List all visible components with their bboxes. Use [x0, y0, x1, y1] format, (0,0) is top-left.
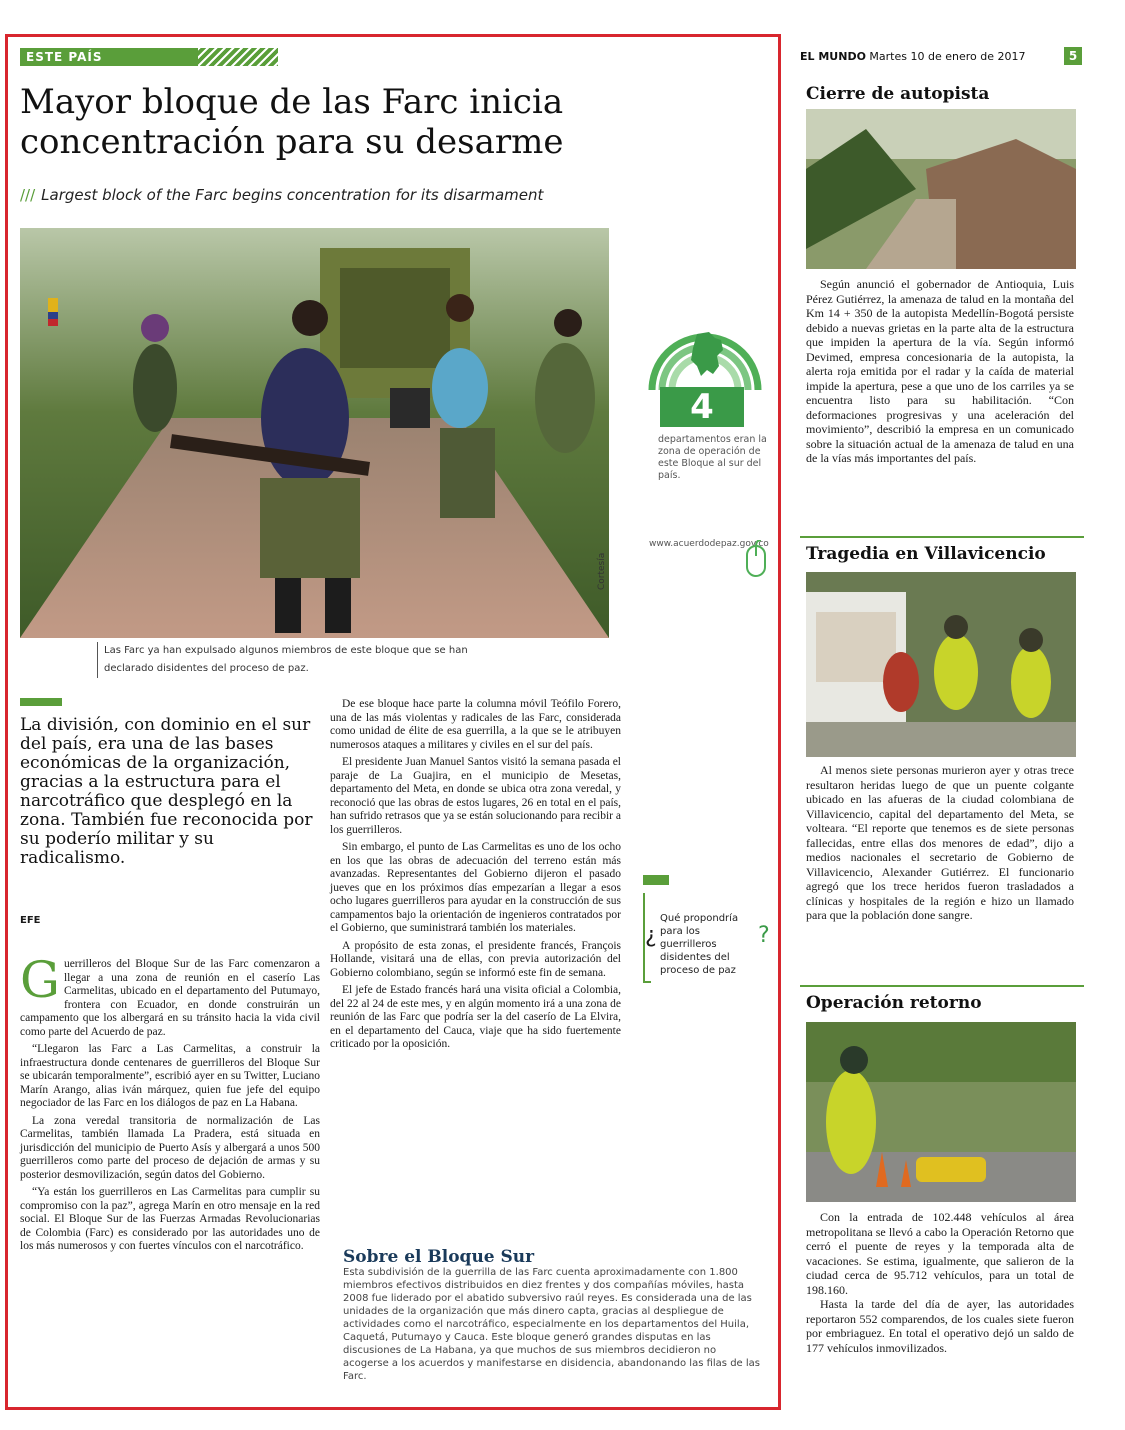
paragraph: De ese bloque hace parte la columna móvil Teófilo Forero, una de las más violentas y radicales de las Farc, considerada como unidad de élite de esa guerrilla, a la que se le atribuyen numerosos ataques a militares y civiles en el sur del país. — [330, 698, 621, 751]
sidebox-title: Sobre el Bloque Sur — [343, 1247, 535, 1267]
sidebar-title-retorno: Operación retorno — [806, 993, 982, 1013]
paragraph: Con la entrada de 102.448 vehículos al área metropolitana se llevó a cabo la Operación Retorno que cerró el puente de reyes y la temporada alta de vacaciones. Se estima, igualmente, que salieron de la ciudad cerca de 95.712 vehículos, para un total de 198.160. — [806, 1210, 1074, 1297]
photo-credit: Cortesía — [597, 552, 607, 590]
paragraph: “Llegaron las Farc a Las Carmelitas, a construir la infraestructura donde centenares de guerrilleros del Bloque Sur se ubicarán temporalmente”, escribió ayer en su Twitter, Luciano Marín Arango, alias iván márquez, quien fue jefe del equipo negociador de las Farc en los diálogos de paz en La Habana. — [20, 1043, 320, 1109]
drop-cap: G — [20, 951, 60, 1009]
sidebar-text-autopista — [806, 277, 1074, 466]
question-marker — [643, 875, 669, 885]
article-column-2 — [330, 698, 621, 1056]
landslide-photo — [806, 109, 1076, 269]
paragraph: El presidente Juan Manuel Santos visitó la semana pasada el paraje de La Guajira, en el municipio de Mesetas, departamento del Meta, en donde se ubica otra zona veredal, y reconoció que las obras de estos lugares, 26 en total en el país, han sufrido retrasos que ya se están solucionando para recibir a los guerrilleros. — [330, 756, 621, 836]
colombia-map-icon — [687, 330, 727, 378]
section-tag: ESTE PAÍS — [20, 48, 278, 66]
paragraph: Al menos siete personas murieron ayer y otras trece resultaron heridas luego de que un puente colgante ubicado en las afueras de la ciudad colombiana de Villavicencio, capital del departamento del Meta, se volteara. “El reporte que tenemos es de siete personas fallecidas, entre ellas dos menores de edad”, dijo a medios nacionales el secretario de Gobierno de Villavicencio, Alexander Gutiérrez. El funcionario agregó que los trece heridos fueron trasladados a clínicas y hospitales de la región e hizo un llamado para que la población done sangre. — [806, 763, 1074, 922]
subtitle-slashes: /// — [20, 186, 36, 204]
paragraph: Según anunció el gobernador de Antioquia, Luis Pérez Gutiérrez, la amenaza de talud en la montaña del Km 14 + 350 de la autopista Medellín-Bogotá persiste debido a nuevas grietas en la parte alta de la estructura que impiden la apertura de la vía. Según informó Devimed, empresa concesionaria de la autopista, la alerta roja emitida por el radar y la caída de material impide la apertura, pese a que uno de los carriles ya se encuentra listo para su habilitación. “Con deformaciones progresivas y una aceleración del movimiento”, describió la empresa en un comunicado sobre la situación actual de la amenaza de talud en una de la vías más importantes del país. — [806, 277, 1074, 465]
subtitle-text: Largest block of the Farc begins concentration for its disarmament — [41, 186, 544, 204]
sidebar-divider — [800, 536, 1084, 538]
main-photo — [20, 228, 609, 638]
sidebar-divider — [800, 985, 1084, 987]
byline: EFE — [20, 915, 41, 926]
question-text: Qué propondría para los guerrilleros disidentes del proceso de paz — [660, 913, 739, 976]
photo-caption: Las Farc ya han expulsado algunos miembros de este bloque que se han declarado disidentes del proceso de paz. — [97, 642, 504, 678]
paragraph: Hasta la tarde del día de ayer, las autoridades reportaron 552 comparendos, de los cuales siete fueron por embriaguez. En total el operativo dejó un saldo de 177 vehículos inmovilizados. — [806, 1297, 1074, 1355]
question-close-mark: ? — [758, 923, 770, 948]
paragraph: El jefe de Estado francés hará una visita oficial a Colombia, del 22 al 24 de este mes, y en algún momento irá a una zona de reunión de las Farc que podría ser la del caserío de La Elvira, en el departamento del Cauca, viaje que ha sido fuertemente criticado por la oposición. — [330, 984, 621, 1050]
hatch-decoration — [198, 48, 278, 66]
paragraph: A propósito de esta zonas, el presidente francés, François Hollande, visitará una de ellas, con previa autorización del Gobierno colombiano, según se informó este fin de semana. — [330, 939, 621, 979]
article-column-1 — [20, 951, 320, 1258]
page-number: 5 — [1064, 47, 1082, 65]
infographic-text: departamentos eran la zona de operación de este Bloque al sur del país. — [658, 434, 767, 481]
paper-name: EL MUNDO — [800, 50, 866, 63]
sidebar-text-tragedia — [806, 763, 1074, 923]
masthead — [800, 50, 1025, 63]
paragraph: Guerrilleros del Bloque Sur de las Farc comenzaron a llegar a una zona de reunión en el caserío Las Carmelitas, ubicado en el departamento del Putumayo, frontera con Ecuador, en donde construirán un campamento que los albergará en su tránsito hacia la vida civil como parte del Acuerdo de paz. — [20, 951, 320, 1038]
headline: Mayor bloque de las Farc inicia concentración para su desarme — [20, 82, 564, 162]
paragraph: Sin embargo, el punto de Las Carmelitas es uno de los ocho en los que las obras de adecuación del terreno están más avanzadas. Representantes del Gobierno dijeron el pasado jueves que en los próximos días empezarían a llegar a esos ocho lugares guerrilleros para ayudar en la construcción de sus campamentos bajo la orientación de ingenieros contratados por el Gobierno, que suministrará también los materiales. — [330, 841, 621, 934]
infographic-url: www.acuerdodepaz.gov.co — [649, 539, 769, 549]
sidebar-title-autopista: Cierre de autopista — [806, 84, 990, 104]
lead-marker — [20, 698, 62, 706]
rescue-photo — [806, 572, 1076, 757]
mouse-icon — [745, 540, 767, 578]
lead-paragraph: La división, con dominio en el sur del país, era una de las bases económicas de la organización, gracias a la estructura para el narcotráfico que desplegó en la zona. También fue reconocida por su poderío militar y su radicalismo. — [20, 715, 313, 868]
infographic-number: 4 — [660, 387, 744, 427]
paragraph: La zona veredal transitoria de normalización de Las Carmelitas, también llamada La Pradera, está situada en jurisdicción del municipio de Puerto Asís y albergará a unos 500 guerrilleros como parte del proceso de dejación de armas y su posterior desmovilización, según datos del Gobierno. — [20, 1114, 320, 1181]
sidebox-text: Esta subdivisión de la guerrilla de las Farc cuenta aproximadamente con 1.800 miembros efectivos distribuidos en diez frentes y dos compañías móviles, hasta 2008 fue liderado por el abatido subversivo raúl reyes. Es considerada una de las unidades de la organización que más dinero capta, gracias al despliegue de actividades como el narcotráfico, especialmente en los departamentos del Huila, Caquetá, Putumayo y Cauca. Este bloque generó grandes disputas en las discusiones de La Habana, ya que muchos de sus miembros decidieron no acogerse a los acuerdos y manifestarse en disidencia, abandonando las filas de las Farc. — [343, 1267, 760, 1382]
question-open-mark: ¿ — [645, 923, 657, 948]
paragraph: “Ya están los guerrilleros en Las Carmelitas para cumplir su compromiso con la paz”, agrega Marín en otro mensaje en la red social. El Bloque Sur de las Fuerzas Armadas Revolucionarias de Colombia (Farc) es considerado por las autoridades uno de los más numerosos y con fuertes vínculos con el narcotráfico. — [20, 1186, 320, 1252]
traffic-photo — [806, 1022, 1076, 1202]
sidebar-title-tragedia: Tragedia en Villavicencio — [806, 544, 1046, 564]
issue-date: Martes 10 de enero de 2017 — [869, 50, 1026, 63]
sidebar-text-retorno — [806, 1210, 1074, 1355]
subtitle — [20, 186, 543, 204]
